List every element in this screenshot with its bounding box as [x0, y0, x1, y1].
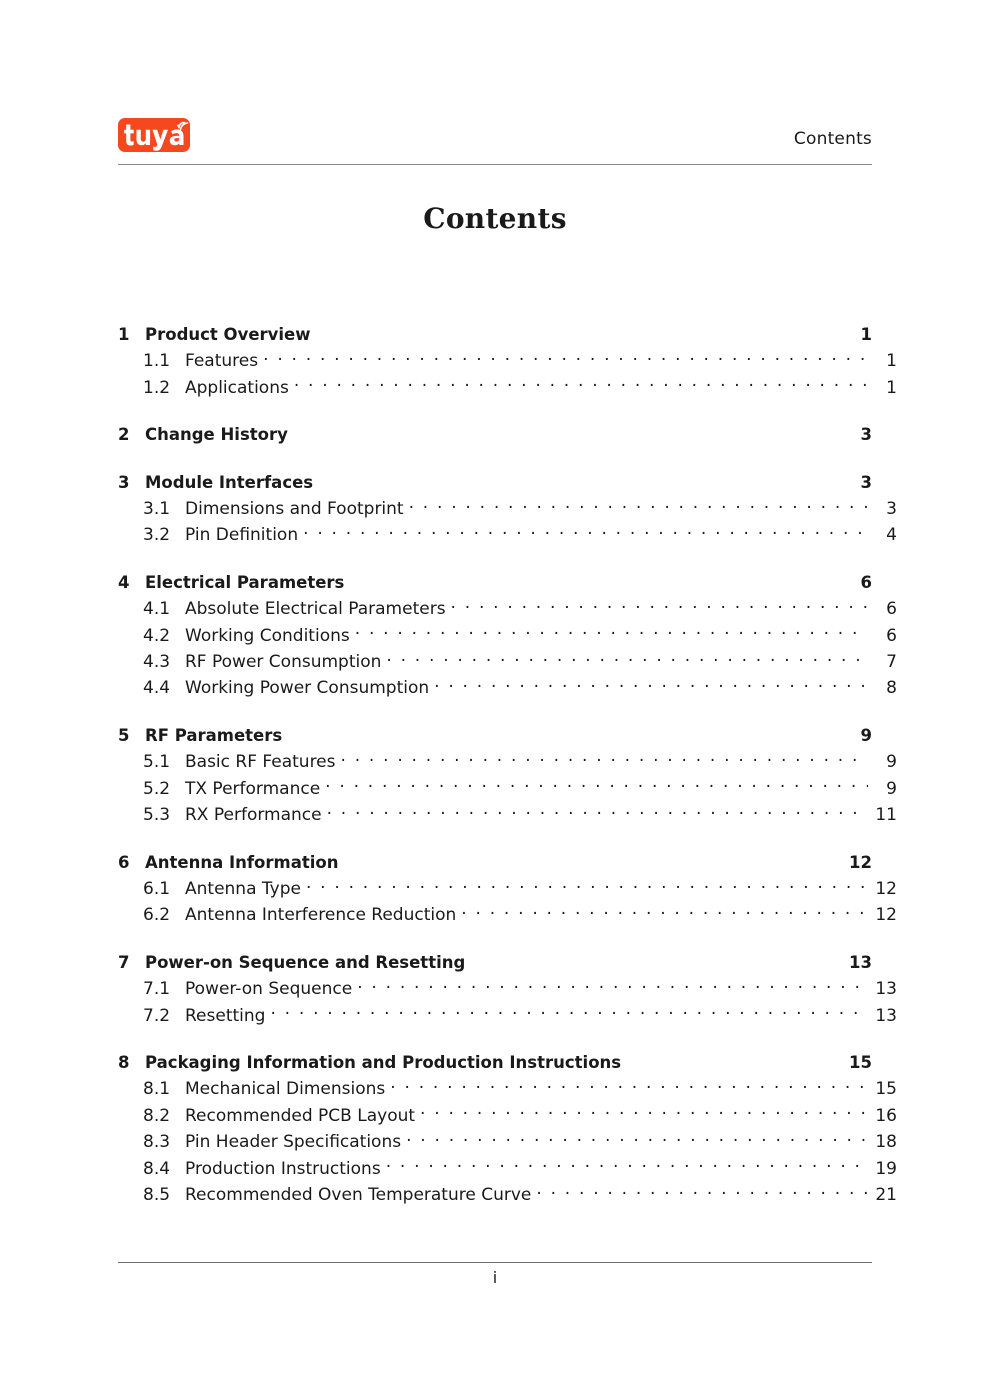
toc-section-page-number: 1	[886, 351, 897, 372]
toc-section-page-number: 11	[875, 805, 897, 826]
toc-dot-leader	[303, 523, 868, 540]
toc-chapter-block	[118, 322, 897, 401]
toc-chapter-block	[118, 723, 897, 829]
toc-entry-section[interactable]	[118, 348, 897, 374]
toc-chapter-page-number: 12	[849, 852, 872, 872]
toc-section-number: 4.4	[143, 678, 171, 699]
toc-section-number: 6.2	[143, 905, 171, 926]
toc-entry-section[interactable]	[118, 496, 897, 522]
toc-section-label: Resetting	[185, 1005, 266, 1026]
footer-page-number: i	[492, 1268, 498, 1287]
tuya-logo-wordmark-icon	[118, 118, 190, 152]
toc-section-page-number: 7	[886, 652, 897, 673]
toc-section-page-number: 18	[875, 1132, 897, 1153]
toc-section-number: 4.2	[143, 625, 171, 646]
toc-dot-leader	[294, 376, 868, 393]
toc-section-number: 7.1	[143, 979, 171, 1000]
toc-section-number: 8.2	[143, 1105, 171, 1126]
toc-section-number: 5.2	[143, 778, 171, 799]
toc-section-number: 7.2	[143, 1005, 171, 1026]
toc-dot-leader	[327, 803, 868, 820]
toc-section-page-number: 19	[875, 1158, 897, 1179]
toc-section-page-number: 3	[886, 499, 897, 520]
toc-entry-chapter[interactable]	[118, 723, 872, 749]
toc-entry-section[interactable]	[118, 976, 897, 1002]
toc-chapter-block	[118, 570, 897, 702]
toc-chapter-label: Module Interfaces	[145, 472, 314, 492]
toc-section-label: Antenna Type	[185, 878, 301, 899]
toc-chapter-label: RF Parameters	[145, 725, 283, 745]
running-head: Contents	[793, 129, 872, 149]
toc-section-page-number: 4	[886, 525, 897, 546]
toc-chapter-label: Antenna Information	[145, 852, 339, 872]
toc-section-page-number: 9	[886, 778, 897, 799]
toc-chapter-label: Product Overview	[145, 325, 311, 344]
toc-chapter-block	[118, 470, 897, 549]
toc-chapter-number: 8	[118, 1052, 130, 1072]
toc-dot-leader	[386, 1157, 868, 1174]
toc-dot-leader	[434, 676, 868, 693]
toc-chapter-block	[118, 1050, 897, 1208]
toc-entry-chapter[interactable]	[118, 850, 872, 876]
toc-entry-chapter[interactable]	[118, 322, 872, 348]
toc-section-label: Dimensions and Footprint	[185, 499, 404, 520]
toc-section-label: TX Performance	[185, 778, 321, 799]
toc-entry-section[interactable]	[118, 1156, 897, 1182]
toc-section-page-number: 1	[886, 377, 897, 398]
toc-section-page-number: 21	[875, 1184, 897, 1205]
toc-entry-section[interactable]	[118, 1003, 897, 1029]
toc-section-label: RX Performance	[185, 805, 322, 826]
toc-chapter-label: Packaging Information and Production Instructions	[145, 1052, 622, 1072]
toc-section-page-number: 13	[875, 1005, 897, 1026]
toc-section-label: Power-on Sequence	[185, 979, 353, 1000]
toc-section-number: 8.1	[143, 1079, 171, 1100]
toc-dot-leader	[390, 1077, 868, 1094]
toc-section-number: 5.3	[143, 805, 171, 826]
toc-section-label: Absolute Electrical Parameters	[185, 599, 446, 620]
toc-section-number: 8.5	[143, 1184, 171, 1205]
toc-section-number: 4.3	[143, 652, 171, 673]
toc-entry-section[interactable]	[118, 522, 897, 548]
toc-section-label: Pin Definition	[185, 525, 299, 546]
toc-section-label: Production Instructions	[185, 1158, 381, 1179]
toc-section-number: 1.2	[143, 377, 171, 398]
toc-chapter-label: Electrical Parameters	[145, 572, 345, 592]
toc-chapter-page-number: 3	[860, 472, 872, 492]
toc-section-page-number: 15	[875, 1079, 897, 1100]
toc-dot-leader	[536, 1183, 868, 1200]
toc-dot-leader	[306, 877, 868, 894]
toc-entry-section[interactable]	[118, 876, 897, 902]
toc-section-number: 4.1	[143, 599, 171, 620]
toc-section-label: Antenna Interference Reduction	[185, 905, 457, 926]
page-title: Contents	[423, 202, 567, 235]
toc-section-number: 3.1	[143, 499, 171, 520]
toc-chapter-page-number: 3	[860, 425, 872, 445]
toc-section-number: 8.3	[143, 1132, 171, 1153]
toc-entry-section[interactable]	[118, 596, 897, 622]
toc-chapter-number: 2	[118, 425, 130, 445]
toc-entry-section[interactable]	[118, 1182, 897, 1208]
toc-chapter-number: 7	[118, 952, 130, 972]
toc-entry-chapter[interactable]	[118, 1050, 872, 1076]
toc-chapter-label: Power-on Sequence and Resetting	[145, 952, 466, 972]
toc-section-page-number: 12	[875, 878, 897, 899]
toc-chapter-block	[118, 950, 897, 1029]
toc-section-label: Recommended PCB Layout	[185, 1105, 416, 1126]
toc-section-label: RF Power Consumption	[185, 652, 382, 673]
toc-section-page-number: 6	[886, 599, 897, 620]
toc-chapter-page-number: 6	[860, 572, 872, 592]
toc-entry-chapter[interactable]	[118, 422, 872, 448]
toc-section-number: 8.4	[143, 1158, 171, 1179]
toc-section-page-number: 13	[875, 979, 897, 1000]
toc-chapter-block	[118, 850, 897, 929]
toc-dot-leader	[325, 777, 868, 794]
toc-chapter-number: 5	[118, 725, 130, 745]
toc-section-label: Working Conditions	[185, 625, 350, 646]
toc-section-label: Mechanical Dimensions	[185, 1079, 386, 1100]
header-divider	[118, 164, 872, 165]
toc-entry-section[interactable]	[118, 375, 897, 401]
toc-chapter-page-number: 13	[849, 952, 872, 972]
toc-chapter-page-number: 15	[849, 1052, 872, 1072]
toc-entry-section[interactable]	[118, 1129, 897, 1155]
toc-dot-leader	[409, 497, 868, 514]
toc-entry-section[interactable]	[118, 902, 897, 928]
toc-section-number: 3.2	[143, 525, 171, 546]
toc-entry-section[interactable]	[118, 649, 897, 675]
toc-dot-leader	[386, 650, 868, 667]
toc-entry-chapter[interactable]	[118, 950, 872, 976]
toc-chapter-label: Change History	[145, 425, 288, 445]
toc-section-page-number: 6	[886, 625, 897, 646]
toc-entry-section[interactable]	[118, 1103, 897, 1129]
toc-section-number: 6.1	[143, 878, 171, 899]
toc-entry-section[interactable]	[118, 749, 897, 775]
toc-dot-leader	[270, 1004, 868, 1021]
toc-entry-section[interactable]	[118, 675, 897, 701]
toc-section-page-number: 9	[886, 752, 897, 773]
footer-divider	[118, 1262, 872, 1263]
toc-section-label: Basic RF Features	[185, 752, 336, 773]
toc-chapter-page-number: 1	[860, 325, 872, 344]
toc-dot-leader	[420, 1104, 868, 1121]
toc-dot-leader	[341, 750, 868, 767]
toc-entry-section[interactable]	[118, 1076, 897, 1102]
tuya-logo	[118, 118, 190, 152]
toc-section-label: Pin Header Specifications	[185, 1132, 402, 1153]
toc-dot-leader	[263, 349, 868, 366]
toc-dot-leader	[451, 597, 868, 614]
toc-section-number: 1.1	[143, 351, 171, 372]
table-of-contents	[118, 322, 897, 1208]
toc-section-label: Features	[185, 351, 259, 372]
toc-chapter-page-number: 9	[860, 725, 872, 745]
toc-section-label: Applications	[185, 377, 289, 398]
toc-dot-leader	[406, 1130, 868, 1147]
toc-entry-section[interactable]	[118, 802, 897, 828]
toc-section-page-number: 12	[875, 905, 897, 926]
toc-section-page-number: 16	[875, 1105, 897, 1126]
toc-chapter-number: 4	[118, 572, 130, 592]
toc-dot-leader	[355, 624, 868, 641]
toc-section-number: 5.1	[143, 752, 171, 773]
toc-entry-section[interactable]	[118, 623, 897, 649]
toc-chapter-number: 1	[118, 325, 130, 344]
toc-section-page-number: 8	[886, 678, 897, 699]
toc-chapter-number: 3	[118, 472, 130, 492]
toc-section-label: Recommended Oven Temperature Curve	[185, 1184, 532, 1205]
toc-section-label: Working Power Consumption	[185, 678, 430, 699]
toc-chapter-number: 6	[118, 852, 130, 872]
toc-entry-section[interactable]	[118, 776, 897, 802]
toc-entry-chapter[interactable]	[118, 470, 872, 496]
toc-chapter-block	[118, 422, 872, 448]
toc-entry-chapter[interactable]	[118, 570, 872, 596]
toc-dot-leader	[461, 903, 868, 920]
toc-dot-leader	[357, 977, 868, 994]
